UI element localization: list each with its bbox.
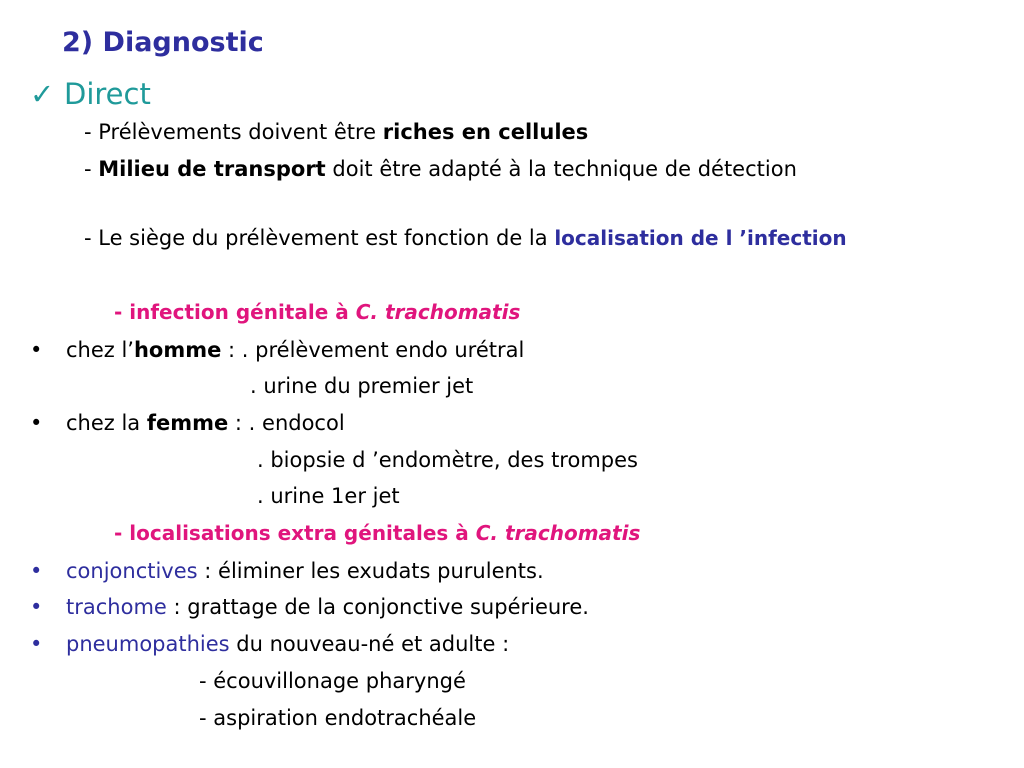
line-femme <box>66 410 345 436</box>
trachome-term: trachome <box>66 595 167 619</box>
extra-heading-text: - localisations extra génitales à <box>114 521 476 545</box>
line-prelevements <box>84 119 588 145</box>
check-icon: ✓ <box>30 77 55 111</box>
section-title: 2) Diagnostic <box>62 27 264 58</box>
line-siege <box>84 225 847 251</box>
femme-bold: femme <box>146 411 229 435</box>
line-prelevements-text: - Prélèvements doivent être <box>84 120 383 144</box>
extra-heading <box>114 520 640 546</box>
line-femme-cont1: . biopsie d ’endomètre, des trompes <box>257 448 638 472</box>
homme-suffix: : . prélèvement endo urétral <box>221 338 525 362</box>
milieu-de-transport: Milieu de transport <box>98 157 326 181</box>
line-milieu-text: doit être adapté à la technique de détection <box>325 157 797 181</box>
direct-label: Direct <box>64 77 151 111</box>
trachome-rest: : grattage de la conjonctive supérieure. <box>166 595 589 619</box>
femme-suffix: : . endocol <box>228 411 345 435</box>
bullet-pneumopathies: • <box>30 632 43 656</box>
bullet-trachome: • <box>30 595 43 619</box>
line-femme-cont2: . urine 1er jet <box>257 484 400 508</box>
line-trachome <box>66 594 589 620</box>
direct-heading <box>30 76 151 112</box>
genital-heading-species: C. trachomatis <box>355 300 521 324</box>
bullet-conjonctives: • <box>30 559 43 583</box>
conjonctives-rest: : éliminer les exudats purulents. <box>197 559 544 583</box>
line-milieu <box>84 156 797 182</box>
line-pneumo-sub1: - écouvillonage pharyngé <box>199 669 466 693</box>
homme-prefix: chez l’ <box>66 338 134 362</box>
genital-heading <box>114 299 520 325</box>
pneumopathies-rest: du nouveau-né et adulte : <box>229 632 510 656</box>
riches-en-cellules: riches en cellules <box>382 120 589 144</box>
line-pneumo-sub2: - aspiration endotrachéale <box>199 706 477 730</box>
line-homme-cont: . urine du premier jet <box>250 374 474 398</box>
line-milieu-dash: - <box>84 157 99 181</box>
line-homme <box>66 337 524 363</box>
genital-heading-text: - infection génitale à <box>114 300 356 324</box>
extra-heading-species: C. trachomatis <box>475 521 641 545</box>
line-conjonctives <box>66 558 544 584</box>
bullet-femme: • <box>30 411 43 435</box>
line-siege-text: - Le siège du prélèvement est fonction de la <box>84 226 555 250</box>
pneumopathies-term: pneumopathies <box>66 632 230 656</box>
localisation-infection: localisation de l ’infection <box>554 226 847 250</box>
line-pneumopathies <box>66 631 509 657</box>
homme-bold: homme <box>133 338 222 362</box>
femme-prefix: chez la <box>66 411 147 435</box>
bullet-homme: • <box>30 338 43 362</box>
conjonctives-term: conjonctives <box>66 559 198 583</box>
